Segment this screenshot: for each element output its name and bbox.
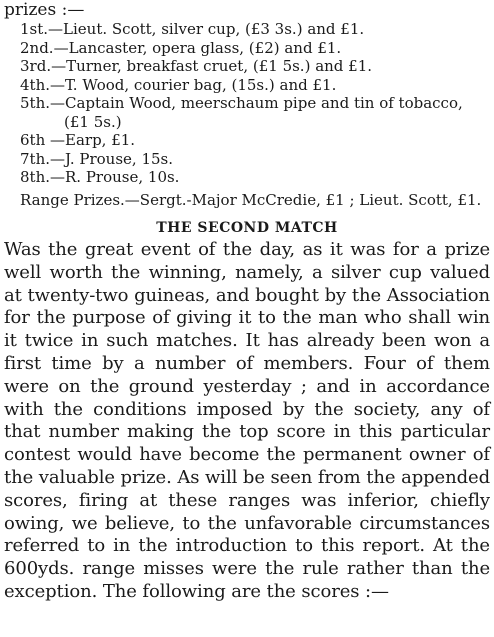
section-heading: THE SECOND MATCH [156,220,338,236]
prize-item-1st: 1st.—Lieut. Scott, silver cup, (£3 3s.) and £1. [20,20,365,38]
range-prizes: Range Prizes.—Sergt.-Major McCredie, £1 ; Lieut. Scott, £1. [20,190,482,209]
prize-list [4,20,490,187]
prize-item-5th: 5th.—Captain Wood, meerschaum pipe and tin of tobacco, (£1 5s.) [20,94,463,131]
prize-item-7th: 7th.—J. Prouse, 15s. [20,149,174,168]
prize-item-6th: 6th —Earp, £1. [20,131,136,149]
prize-item-3rd: 3rd.—Turner, breakfast cruet, (£1 5s.) and £1. [20,57,373,75]
prize-item-8th: 8th.—R. Prouse, 10s. [20,168,180,186]
prize-item-2nd: 2nd.—Lancaster, opera glass, (£2) and £1. [20,38,342,57]
prizes-intro: prizes :— [4,0,85,20]
prize-item-4th: 4th.—T. Wood, courier bag, (15s.) and £1. [20,75,337,94]
article-body: Was the great event of the day, as it was for a prize well worth the winning, namely, a silver cup valued at twenty-two guineas, and bought by the Association for the purpose of giving it to the man who shall win it twice in such matches. It has already been won a first time by a number of members. Four of them were on the ground yesterday ; and in accordance with the conditions imposed by the society, any of that number making the top score in this particular contest would have become the permanent owner of the valuable prize. As will be seen from the appended scores, firing at these ranges was inferior, chiefly owing, we believe, to the unfavorable circumstances referred to in the introduction to this report. At the 600yds. range misses were the rule rather than the exception. The following are the scores :— [4,239,490,602]
newspaper-clipping [4,0,490,637]
